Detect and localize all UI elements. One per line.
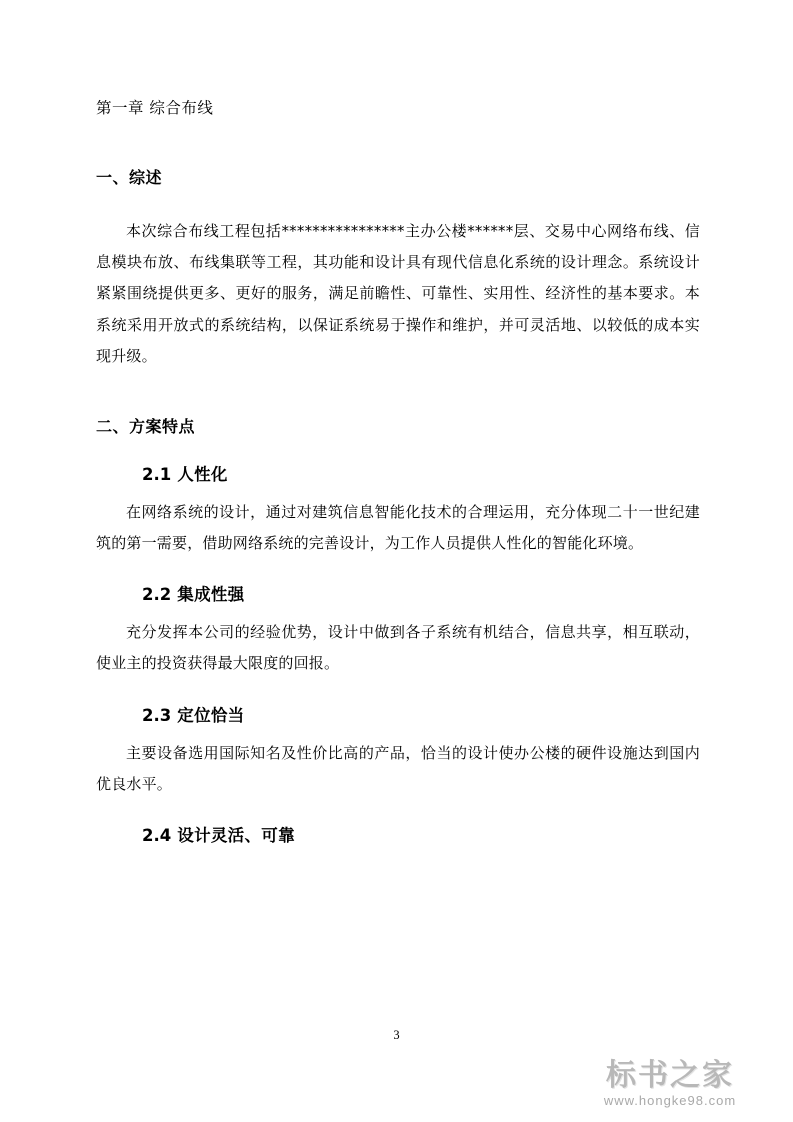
paragraph-2-3: 主要设备选用国际知名及性价比高的产品，恰当的设计使办公楼的硬件设施达到国内优良水平。	[96, 743, 700, 793]
paragraph-2-1: 在网络系统的设计，通过对建筑信息智能化技术的合理运用，充分体现二十一世纪建筑的第一需要，借助网络系统的完善设计，为工作人员提供人性化的智能化环境。	[96, 503, 700, 553]
subsection-title-2-2: 集成性强	[177, 585, 245, 605]
subsection-heading-2-2	[96, 581, 700, 609]
subsection-heading-2-1	[96, 461, 700, 489]
paragraph-2-2: 充分发挥本公司的经验优势，设计中做到各子系统有机结合，信息共享，相互联动，使业主的投资获得最大限度的回报。	[96, 623, 700, 673]
paragraph-overview: 本次综合布线工程包括****************主办公楼******层、交易中心网络布线、信息模块布放、布线集联等工程，其功能和设计具有现代信息化系统的设计理念。系统设计紧紧围绕提供更多、更好的服务，满足前瞻性、可靠性、实用性、经济性的基本要求。本系统采用开放式的系统结构，以保证系统易于操作和维护，并可灵活地、以较低的成本实现升级。	[96, 222, 700, 365]
subsection-title-2-1: 人性化	[177, 465, 228, 485]
section-heading-overview: 一、综述	[96, 167, 163, 187]
subsection-title-2-3: 定位恰当	[177, 705, 245, 725]
watermark-url: www.hongke98.com	[603, 1093, 737, 1108]
subsection-heading-2-3	[96, 702, 700, 730]
subsection-heading-2-4	[96, 822, 700, 850]
subsection-number-2-4: 2.4	[142, 825, 172, 845]
page-content	[96, 96, 700, 858]
subsection-title-2-4: 设计灵活、可靠	[177, 825, 295, 845]
chapter-title: 第一章 综合布线	[96, 99, 214, 117]
page-number: 3	[393, 1028, 400, 1042]
watermark-title: 标书之家	[606, 1057, 734, 1093]
subsection-number-2-3: 2.3	[142, 705, 172, 725]
subsection-number-2-2: 2.2	[142, 585, 172, 605]
subsection-number-2-1: 2.1	[142, 465, 172, 485]
watermark	[565, 1057, 775, 1109]
section-heading-features: 二、方案特点	[96, 416, 196, 436]
